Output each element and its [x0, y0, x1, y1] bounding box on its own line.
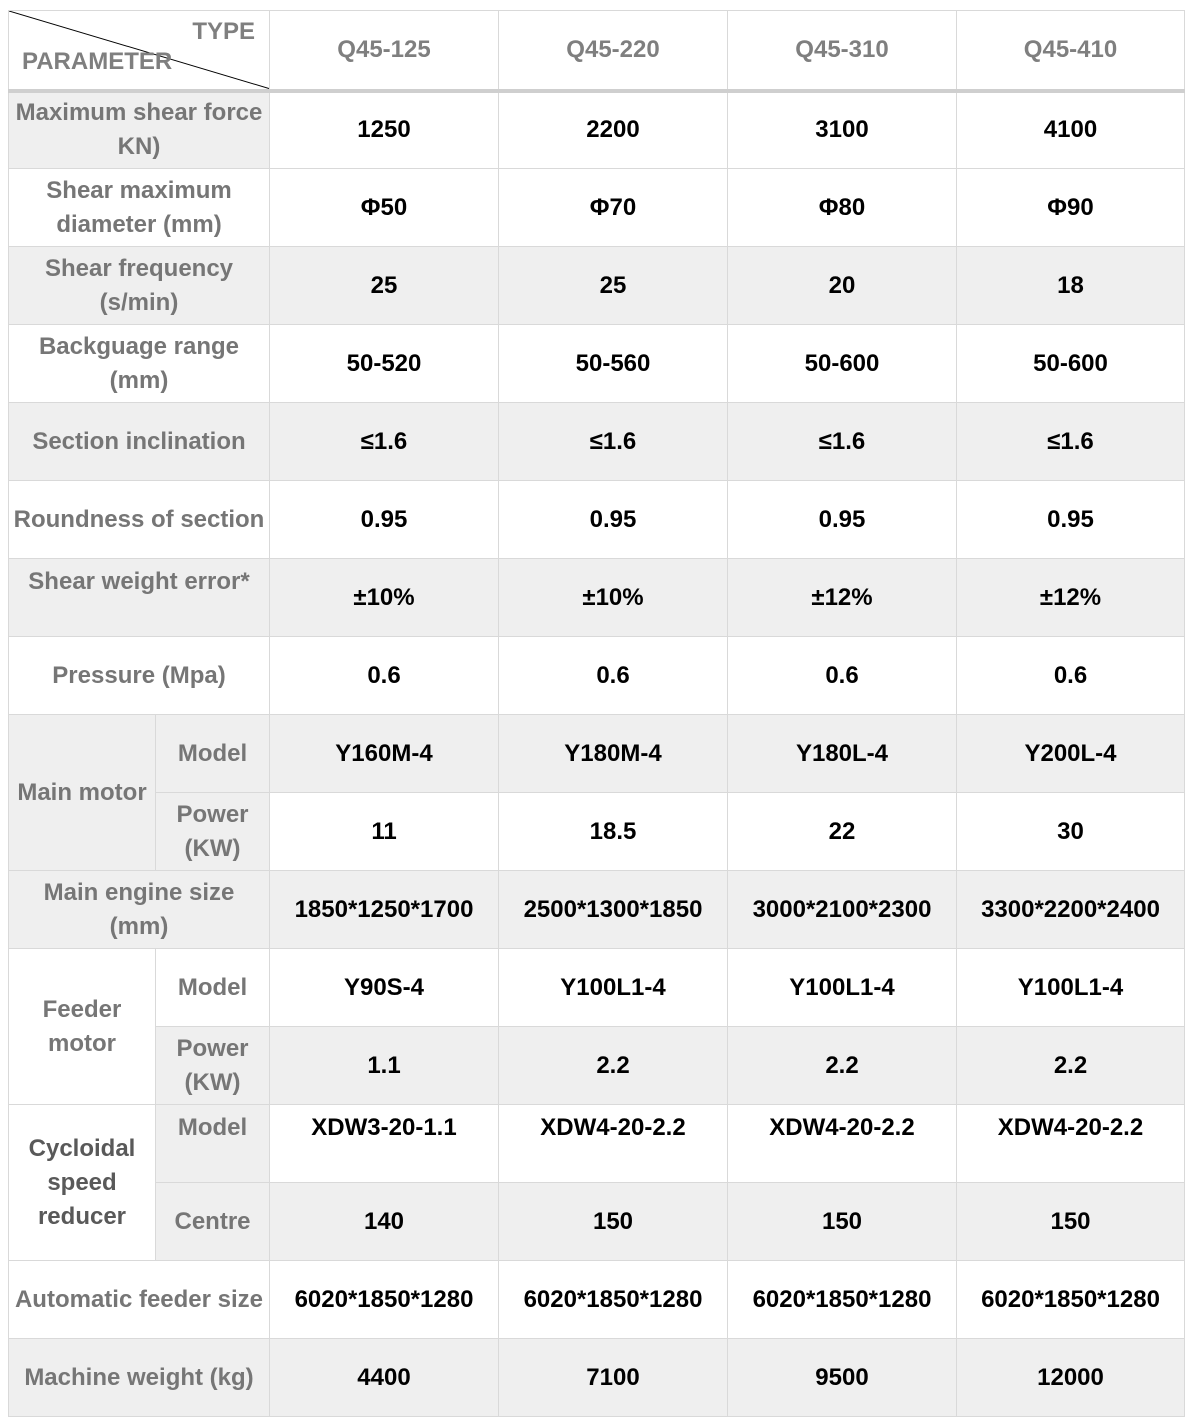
cell-value: 50-560 [499, 325, 728, 403]
row-label: Automatic feeder size [9, 1261, 270, 1339]
corner-parameter-label: PARAMETER [22, 47, 173, 75]
model-header: Q45-310 [728, 11, 957, 91]
cell-value: 2500*1300*1850 [499, 871, 728, 949]
cell-value: 0.6 [499, 637, 728, 715]
row-label: Pressure (Mpa) [9, 637, 270, 715]
cell-value: 6020*1850*1280 [728, 1261, 957, 1339]
cell-value: 1.1 [270, 1027, 499, 1105]
cell-value: 140 [270, 1183, 499, 1261]
cell-value: 0.6 [957, 637, 1185, 715]
cell-value: 50-600 [957, 325, 1185, 403]
cell-value: 150 [499, 1183, 728, 1261]
cell-value: 50-600 [728, 325, 957, 403]
cell-value: 2.2 [728, 1027, 957, 1105]
cell-value: XDW4-20-2.2 [728, 1105, 957, 1183]
cell-value: 4400 [270, 1339, 499, 1417]
corner-type-label: TYPE [192, 18, 255, 45]
cell-value: 25 [499, 247, 728, 325]
cell-value: 7100 [499, 1339, 728, 1417]
cell-value: Y160M-4 [270, 715, 499, 793]
row-label: Backguage range (mm) [9, 325, 270, 403]
cell-value: 9500 [728, 1339, 957, 1417]
row-label: Shear maximum diameter (mm) [9, 169, 270, 247]
table-row [9, 949, 1185, 1027]
cell-value: 50-520 [270, 325, 499, 403]
cell-value: 1250 [270, 91, 499, 169]
cell-value: 150 [728, 1183, 957, 1261]
cell-value: 3000*2100*2300 [728, 871, 957, 949]
cell-value: 25 [270, 247, 499, 325]
cell-value: Y100L1-4 [957, 949, 1185, 1027]
cell-value: 3300*2200*2400 [957, 871, 1185, 949]
cell-value: XDW3-20-1.1 [270, 1105, 499, 1183]
cell-value: Φ80 [728, 169, 957, 247]
table-row [9, 1105, 1185, 1183]
table-row [9, 871, 1185, 949]
table-row [9, 1183, 1185, 1261]
cell-value: Y180L-4 [728, 715, 957, 793]
cell-value: ≤1.6 [499, 403, 728, 481]
cell-value: 11 [270, 793, 499, 871]
group-label-main-motor: Main motor [9, 715, 156, 871]
table-row [9, 91, 1185, 169]
cell-value: 30 [957, 793, 1185, 871]
table-row [9, 715, 1185, 793]
cell-value: ≤1.6 [728, 403, 957, 481]
cell-value: Y100L1-4 [728, 949, 957, 1027]
cell-value: 0.95 [728, 481, 957, 559]
row-label: Main engine size (mm) [9, 871, 270, 949]
cell-value: 3100 [728, 91, 957, 169]
sub-label: Centre [156, 1183, 270, 1261]
cell-value: 0.6 [270, 637, 499, 715]
cell-value: ≤1.6 [957, 403, 1185, 481]
table-row [9, 247, 1185, 325]
cell-value: 22 [728, 793, 957, 871]
spec-table [8, 10, 1185, 1417]
cell-value: ±12% [728, 559, 957, 637]
table-row [9, 325, 1185, 403]
cell-value: 6020*1850*1280 [270, 1261, 499, 1339]
cell-value: 2.2 [499, 1027, 728, 1105]
cell-value: 0.95 [957, 481, 1185, 559]
cell-value: 6020*1850*1280 [499, 1261, 728, 1339]
cell-value: ±10% [270, 559, 499, 637]
cell-value: 4100 [957, 91, 1185, 169]
sub-label: Model [156, 949, 270, 1027]
cell-value: 18 [957, 247, 1185, 325]
cell-value: Y180M-4 [499, 715, 728, 793]
sub-label: Power (KW) [156, 1027, 270, 1105]
cell-value: XDW4-20-2.2 [957, 1105, 1185, 1183]
group-label-reducer: Cycloidal speed reducer [9, 1105, 156, 1261]
table-row [9, 481, 1185, 559]
row-label: Machine weight (kg) [9, 1339, 270, 1417]
model-header: Q45-410 [957, 11, 1185, 91]
cell-value: 0.95 [499, 481, 728, 559]
table-row [9, 793, 1185, 871]
row-label: Shear frequency (s/min) [9, 247, 270, 325]
cell-value: Y90S-4 [270, 949, 499, 1027]
table-row [9, 637, 1185, 715]
table-row [9, 1339, 1185, 1417]
table-row [9, 1261, 1185, 1339]
cell-value: 1850*1250*1700 [270, 871, 499, 949]
table-row [9, 1027, 1185, 1105]
cell-value: 0.6 [728, 637, 957, 715]
model-header: Q45-220 [499, 11, 728, 91]
cell-value: Φ50 [270, 169, 499, 247]
table-row [9, 169, 1185, 247]
row-label: Roundness of section [9, 481, 270, 559]
cell-value: Φ70 [499, 169, 728, 247]
cell-value: 2.2 [957, 1027, 1185, 1105]
table-row [9, 559, 1185, 637]
cell-value: Y100L1-4 [499, 949, 728, 1027]
cell-value: 20 [728, 247, 957, 325]
sub-label: Model [156, 1105, 270, 1183]
sub-label: Power (KW) [156, 793, 270, 871]
cell-value: 12000 [957, 1339, 1185, 1417]
cell-value: 6020*1850*1280 [957, 1261, 1185, 1339]
row-label: Section inclination [9, 403, 270, 481]
cell-value: Y200L-4 [957, 715, 1185, 793]
cell-value: XDW4-20-2.2 [499, 1105, 728, 1183]
cell-value: ±10% [499, 559, 728, 637]
table-row [9, 403, 1185, 481]
group-label-feeder-motor: Feeder motor [9, 949, 156, 1105]
cell-value: 2200 [499, 91, 728, 169]
cell-value: ±12% [957, 559, 1185, 637]
cell-value: 18.5 [499, 793, 728, 871]
corner-cell [9, 11, 270, 91]
cell-value: Φ90 [957, 169, 1185, 247]
cell-value: ≤1.6 [270, 403, 499, 481]
row-label: Shear weight error* [9, 559, 270, 637]
sub-label: Model [156, 715, 270, 793]
row-label: Maximum shear force KN) [9, 91, 270, 169]
model-header: Q45-125 [270, 11, 499, 91]
header-row [9, 11, 1185, 91]
cell-value: 150 [957, 1183, 1185, 1261]
cell-value: 0.95 [270, 481, 499, 559]
